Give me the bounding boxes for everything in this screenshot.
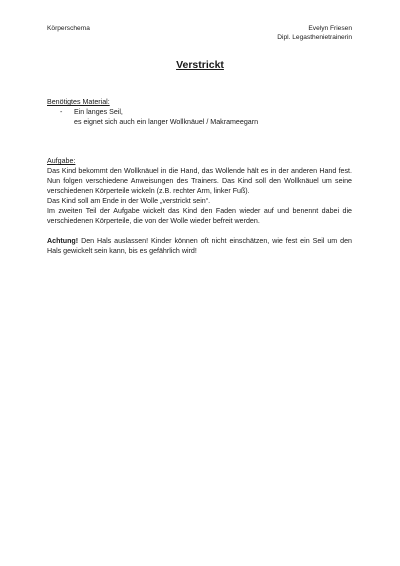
- header-author-name: Evelyn Friesen: [308, 25, 352, 32]
- warning-text: Den Hals auslassen! Kinder können oft nicht einschätzen, wie fest ein Seil um den Hals gewickelt sein kann, bis es gefährlich wird!: [47, 237, 352, 255]
- list-item: [47, 107, 352, 127]
- material-list: [47, 107, 352, 127]
- page-title: Verstrickt: [176, 59, 224, 71]
- material-heading: Benötigtes Material:: [47, 98, 110, 106]
- material-item-line1: Ein langes Seil,: [74, 108, 123, 116]
- task-heading: Aufgabe:: [47, 157, 76, 165]
- task-paragraph-2: Das Kind soll am Ende in der Wolle „verstrickt sein“.: [47, 197, 211, 205]
- list-bullet: -: [60, 108, 63, 116]
- document-body: [47, 97, 352, 256]
- material-item-line2: es eignet sich auch ein langer Wollknäuel / Makrameegarn: [74, 118, 259, 126]
- task-paragraph-1: Das Kind bekommt den Wollknäuel in die Hand, das Wollende hält es in der anderen Hand fest. Nun folgen verschiedene Anweisungen des Trainers. Das Kind soll den Wollknäuel um seine verschiedenen Körperteile wickeln (z.B. rechter Arm, linker Fuß).: [47, 167, 352, 195]
- header-author: [277, 24, 352, 42]
- warning-paragraph: [47, 236, 352, 256]
- header-author-title: Dipl. Legasthenietrainerin: [277, 34, 352, 41]
- header-topic: Körperschema: [47, 25, 90, 32]
- warning-label: Achtung!: [47, 237, 79, 245]
- task-paragraph-3: Im zweiten Teil der Aufgabe wickelt das Kind den Faden wieder auf und benennt dabei die verschiedenen Körperteile, die von der Wolle wieder befreit werden.: [47, 207, 352, 225]
